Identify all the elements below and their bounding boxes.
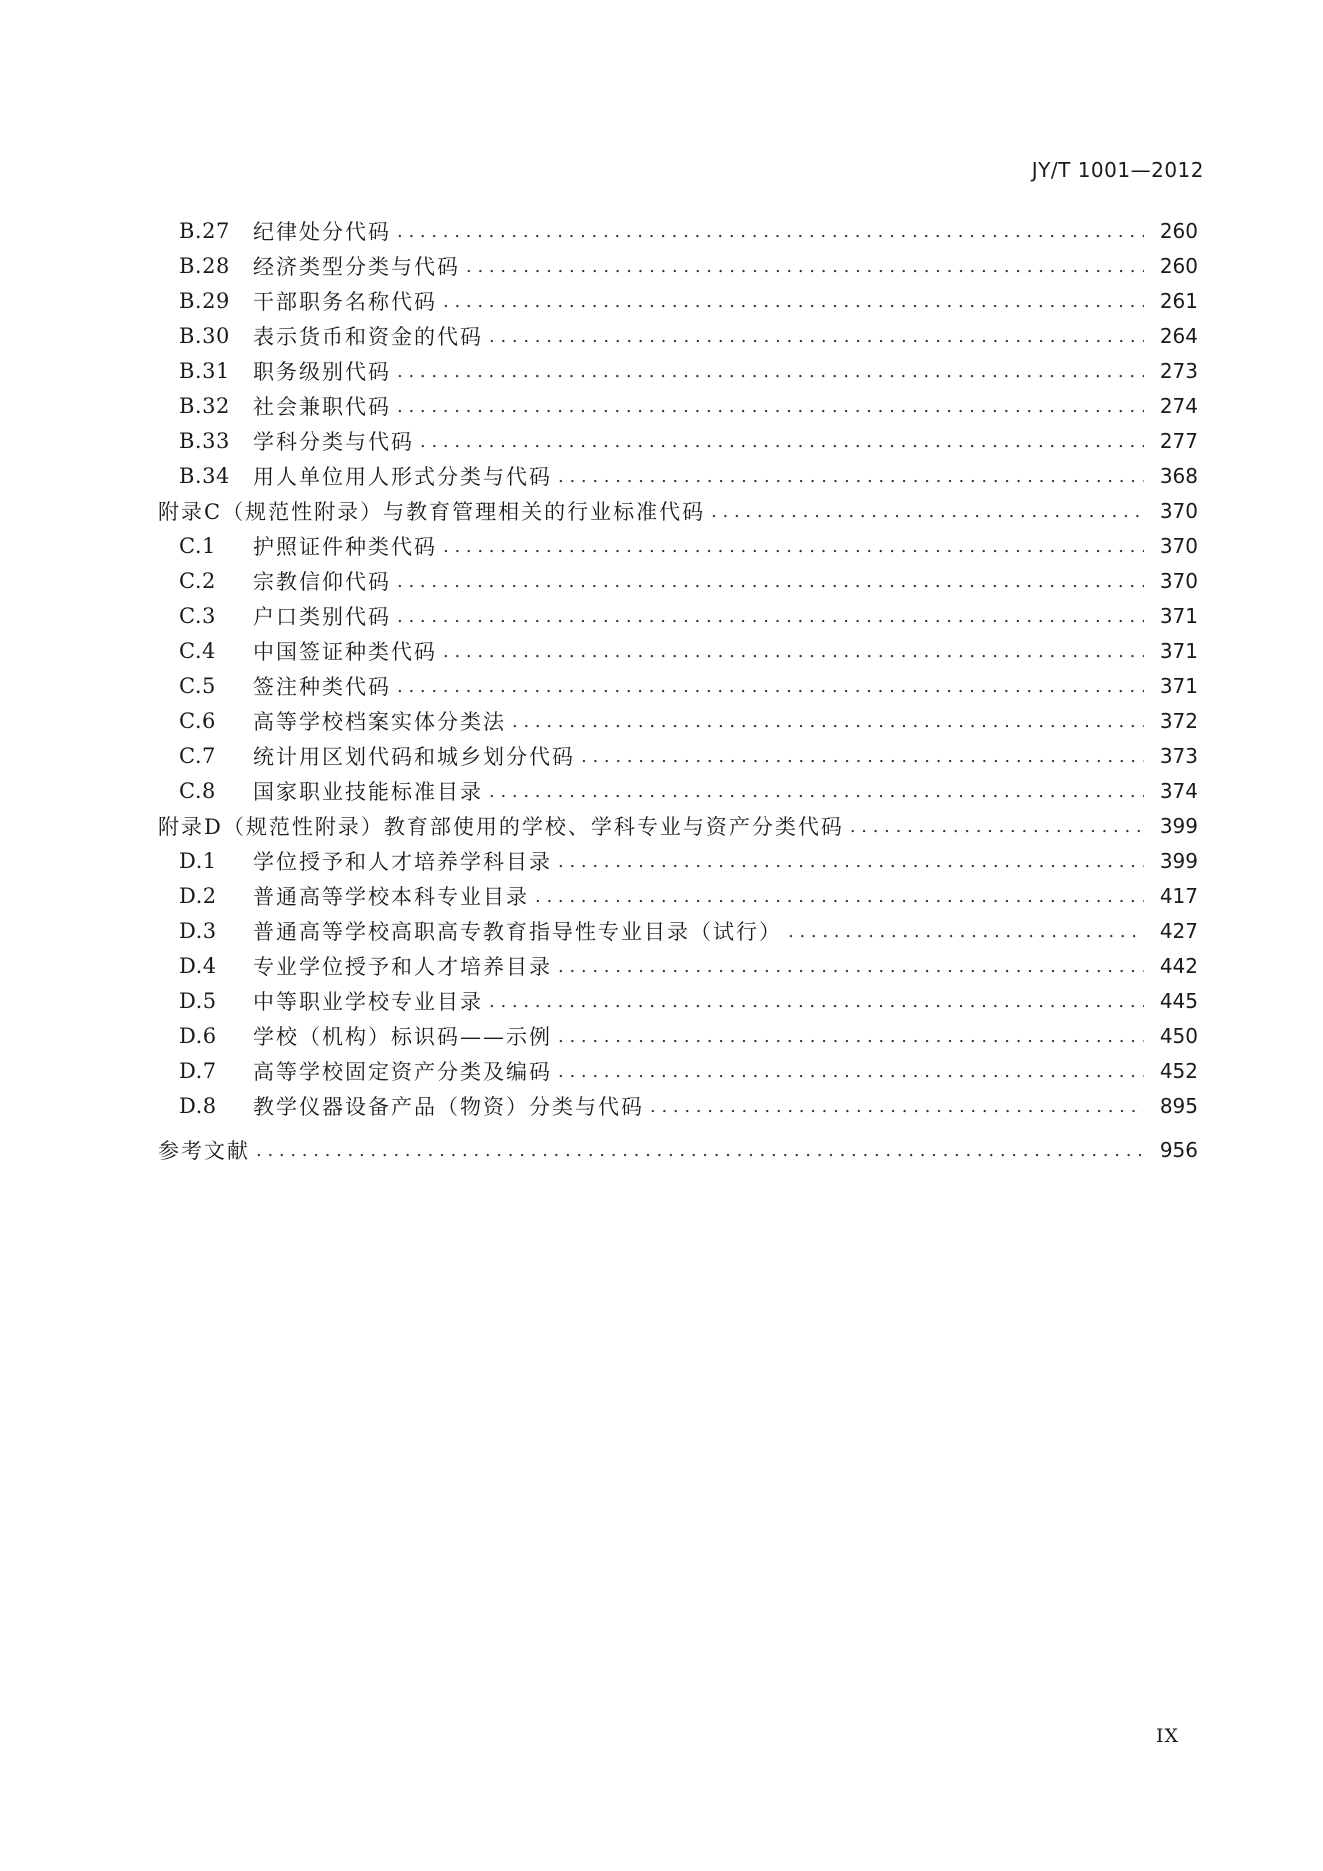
toc-entry-title: 经济类型分类与代码: [253, 254, 460, 279]
toc-entry[interactable]: [158, 808, 1198, 843]
toc-entry[interactable]: [158, 423, 1198, 458]
toc-entry-page: 277: [1159, 428, 1198, 453]
toc-entry-title: 专业学位授予和人才培养目录: [253, 954, 552, 979]
dot-leader: [466, 256, 1144, 277]
dot-leader: [558, 956, 1144, 977]
dot-leader: [788, 921, 1144, 942]
toc-entry-number: D.1: [179, 848, 217, 873]
toc-entry-title: 宗教信仰代码: [253, 569, 391, 594]
toc-entry-page: 450: [1159, 1023, 1198, 1048]
dot-leader: [256, 1140, 1144, 1161]
toc-entry[interactable]: [158, 983, 1198, 1018]
toc-entry[interactable]: [158, 493, 1198, 528]
toc-entry-title: 干部职务名称代码: [253, 289, 437, 314]
toc-entry-title: 社会兼职代码: [253, 394, 391, 419]
toc-entry[interactable]: [158, 668, 1198, 703]
toc-entry[interactable]: [158, 598, 1198, 633]
toc-entry[interactable]: [158, 703, 1198, 738]
toc-entry-page: 260: [1159, 218, 1198, 243]
toc-entry-title: 表示货币和资金的代码: [253, 324, 483, 349]
toc-entry-title: 中国签证种类代码: [253, 639, 437, 664]
toc-entry-page: 374: [1159, 778, 1198, 803]
toc-entry-title: 参考文献: [158, 1138, 250, 1163]
toc-entry-page: 373: [1159, 743, 1198, 768]
dot-leader: [489, 781, 1144, 802]
toc-entry-number: B.34: [179, 463, 230, 488]
toc-entry[interactable]: [158, 913, 1198, 948]
toc-entry-title: 中等职业学校专业目录: [253, 989, 483, 1014]
dot-leader: [711, 501, 1144, 522]
toc-entry-page: 427: [1159, 918, 1198, 943]
dot-leader: [397, 396, 1144, 417]
dot-leader: [397, 571, 1144, 592]
dot-leader: [558, 851, 1144, 872]
toc-entry[interactable]: [158, 773, 1198, 808]
toc-entry-title: 普通高等学校高职高专教育指导性专业目录（试行）: [253, 919, 782, 944]
toc-entry-number: B.32: [179, 393, 230, 418]
toc-entry-title: 学科分类与代码: [253, 429, 414, 454]
dot-leader: [558, 1026, 1144, 1047]
toc-entry-page: 399: [1159, 813, 1198, 838]
toc-entry-page: 452: [1159, 1058, 1198, 1083]
toc-entry[interactable]: [158, 633, 1198, 668]
toc-entry-title: 国家职业技能标准目录: [253, 779, 483, 804]
toc-entry-title: 用人单位用人形式分类与代码: [253, 464, 552, 489]
toc-entry-page: 371: [1159, 638, 1198, 663]
dot-leader: [443, 641, 1144, 662]
dot-leader: [650, 1096, 1144, 1117]
toc-entry-number: B.28: [179, 253, 230, 278]
toc-entry[interactable]: [158, 843, 1198, 878]
toc-entry-page: 399: [1159, 848, 1198, 873]
toc-entry-title: 普通高等学校本科专业目录: [253, 884, 529, 909]
toc-entry[interactable]: [158, 1132, 1198, 1167]
toc-entry-title: 学位授予和人才培养学科目录: [253, 849, 552, 874]
toc-entry-title: 高等学校固定资产分类及编码: [253, 1059, 552, 1084]
toc-entry[interactable]: [158, 318, 1198, 353]
toc-entry-title: 附录C（规范性附录）与教育管理相关的行业标准代码: [158, 499, 706, 524]
toc-entry-title: 教学仪器设备产品（物资）分类与代码: [253, 1094, 644, 1119]
table-of-contents: [158, 213, 1198, 1167]
toc-entry-number: B.30: [179, 323, 230, 348]
toc-entry-title: 纪律处分代码: [253, 219, 391, 244]
toc-entry-number: C.1: [179, 533, 216, 558]
toc-entry-number: C.6: [179, 708, 216, 733]
toc-entry-page: 370: [1159, 568, 1198, 593]
toc-entry-page: 273: [1159, 358, 1198, 383]
toc-entry-title: 统计用区划代码和城乡划分代码: [253, 744, 575, 769]
toc-entry-number: D.6: [179, 1023, 217, 1048]
toc-entry-number: B.31: [179, 358, 230, 383]
toc-entry[interactable]: [158, 388, 1198, 423]
toc-entry[interactable]: [158, 1088, 1198, 1123]
toc-entry[interactable]: [158, 248, 1198, 283]
toc-entry-page: 895: [1159, 1093, 1198, 1118]
dot-leader: [397, 221, 1144, 242]
toc-entry[interactable]: [158, 353, 1198, 388]
dot-leader: [558, 1061, 1144, 1082]
toc-entry[interactable]: [158, 563, 1198, 598]
toc-entry-page: 372: [1159, 708, 1198, 733]
dot-leader: [489, 991, 1144, 1012]
toc-entry[interactable]: [158, 458, 1198, 493]
page-number: IX: [1155, 1725, 1179, 1747]
dot-leader: [420, 431, 1144, 452]
dot-leader: [489, 326, 1144, 347]
toc-entry-number: D.5: [179, 988, 217, 1013]
toc-entry[interactable]: [158, 1018, 1198, 1053]
toc-entry-number: C.5: [179, 673, 216, 698]
toc-entry-number: C.3: [179, 603, 216, 628]
dot-leader: [535, 886, 1144, 907]
dot-leader: [512, 711, 1144, 732]
toc-entry-title: 附录D（规范性附录）教育部使用的学校、学科专业与资产分类代码: [158, 814, 844, 839]
toc-entry[interactable]: [158, 878, 1198, 913]
toc-entry-page: 370: [1159, 498, 1198, 523]
toc-entry-number: B.29: [179, 288, 230, 313]
toc-entry-page: 274: [1159, 393, 1198, 418]
toc-entry-number: C.8: [179, 778, 216, 803]
toc-entry-page: 442: [1159, 953, 1198, 978]
dot-leader: [443, 291, 1144, 312]
toc-entry[interactable]: [158, 948, 1198, 983]
toc-entry-number: D.7: [179, 1058, 217, 1083]
toc-entry-title: 户口类别代码: [253, 604, 391, 629]
toc-entry-page: 371: [1159, 603, 1198, 628]
dot-leader: [850, 816, 1144, 837]
toc-entry-title: 高等学校档案实体分类法: [253, 709, 506, 734]
toc-entry-number: C.2: [179, 568, 216, 593]
dot-leader: [581, 746, 1144, 767]
toc-entry-page: 370: [1159, 533, 1198, 558]
dot-leader: [443, 536, 1144, 557]
toc-entry-page: 371: [1159, 673, 1198, 698]
toc-entry-page: 260: [1159, 253, 1198, 278]
toc-entry-title: 职务级别代码: [253, 359, 391, 384]
toc-entry[interactable]: [158, 213, 1198, 248]
toc-entry-page: 264: [1159, 323, 1198, 348]
toc-entry-number: B.33: [179, 428, 230, 453]
toc-entry-title: 护照证件种类代码: [253, 534, 437, 559]
toc-entry-number: D.4: [179, 953, 217, 978]
toc-entry[interactable]: [158, 528, 1198, 563]
toc-entry-page: 261: [1159, 288, 1198, 313]
toc-entry-page: 445: [1159, 988, 1198, 1013]
toc-entry-page: 368: [1159, 463, 1198, 488]
toc-entry-number: D.2: [179, 883, 217, 908]
toc-entry-number: D.3: [179, 918, 217, 943]
dot-leader: [397, 361, 1144, 382]
toc-entry-number: B.27: [179, 218, 230, 243]
toc-entry[interactable]: [158, 1053, 1198, 1088]
toc-entry-page: 956: [1159, 1137, 1198, 1162]
toc-entry-title: 学校（机构）标识码——示例: [253, 1024, 552, 1049]
standard-code: JY/T 1001—2012: [1031, 158, 1204, 182]
dot-leader: [397, 606, 1144, 627]
dot-leader: [558, 466, 1144, 487]
toc-entry-number: D.8: [179, 1093, 217, 1118]
toc-entry-title: 签注种类代码: [253, 674, 391, 699]
toc-entry[interactable]: [158, 738, 1198, 773]
toc-entry-number: C.4: [179, 638, 216, 663]
dot-leader: [397, 676, 1144, 697]
toc-entry[interactable]: [158, 283, 1198, 318]
toc-entry-page: 417: [1159, 883, 1198, 908]
toc-entry-number: C.7: [179, 743, 216, 768]
